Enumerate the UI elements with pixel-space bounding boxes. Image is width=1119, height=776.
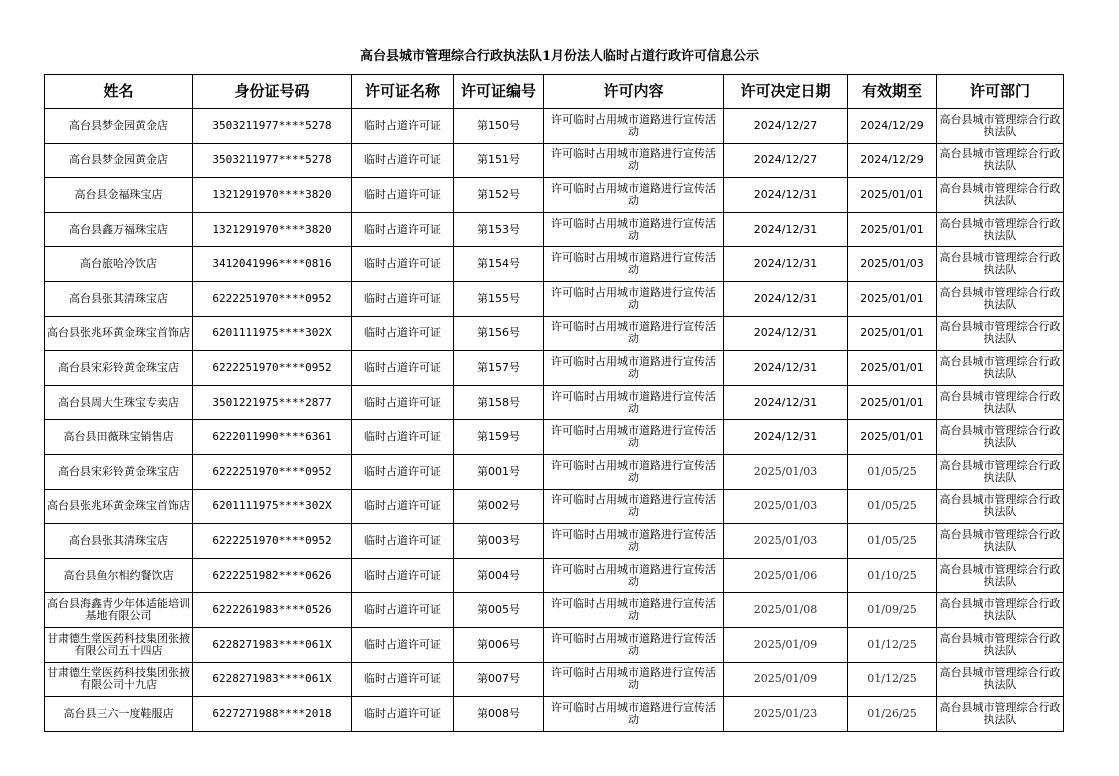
cell-permit-no: 第001号 [454, 454, 544, 489]
cell-name: 高台县张其清珠宝店 [45, 281, 193, 316]
cell-valid-until: 2025/01/01 [848, 351, 937, 386]
cell-name: 高台县海鑫青少年体适能培训基地有限公司 [45, 593, 193, 628]
cell-decision-date: 2025/01/03 [724, 454, 848, 489]
cell-name: 高台县张兆环黄金珠宝首饰店 [45, 489, 193, 524]
cell-id-number: 6201111975****302X [193, 316, 352, 351]
cell-name: 甘肃德生堂医药科技集团张掖有限公司五十四店 [45, 627, 193, 662]
cell-permit-name: 临时占道许可证 [352, 247, 454, 282]
cell-name: 高台旅哈冷饮店 [45, 247, 193, 282]
cell-permit-name: 临时占道许可证 [352, 316, 454, 351]
cell-department: 高台县城市管理综合行政执法队 [937, 454, 1064, 489]
cell-name: 高台县鑫万福珠宝店 [45, 212, 193, 247]
table-row [45, 558, 1064, 593]
header-row [45, 75, 1064, 109]
cell-permit-no: 第158号 [454, 385, 544, 420]
cell-id-number: 6222251970****0952 [193, 454, 352, 489]
cell-valid-until: 2025/01/01 [848, 385, 937, 420]
header-id-number: 身份证号码 [193, 75, 352, 109]
cell-permit-no: 第150号 [454, 109, 544, 144]
cell-department: 高台县城市管理综合行政执法队 [937, 697, 1064, 732]
cell-decision-date: 2024/12/31 [724, 316, 848, 351]
table-row [45, 420, 1064, 455]
cell-permit-name: 临时占道许可证 [352, 109, 454, 144]
table-row [45, 143, 1064, 178]
cell-permit-no: 第152号 [454, 178, 544, 213]
permit-table-body [45, 109, 1064, 732]
cell-decision-date: 2025/01/09 [724, 627, 848, 662]
cell-content: 许可临时占用城市道路进行宣传活动 [544, 489, 724, 524]
cell-id-number: 6222251970****0952 [193, 524, 352, 559]
cell-permit-name: 临时占道许可证 [352, 489, 454, 524]
cell-decision-date: 2025/01/06 [724, 558, 848, 593]
cell-content: 许可临时占用城市道路进行宣传活动 [544, 109, 724, 144]
table-row [45, 316, 1064, 351]
cell-permit-no: 第006号 [454, 627, 544, 662]
table-row [45, 593, 1064, 628]
cell-permit-no: 第005号 [454, 593, 544, 628]
cell-id-number: 6222011990****6361 [193, 420, 352, 455]
cell-content: 许可临时占用城市道路进行宣传活动 [544, 316, 724, 351]
cell-permit-name: 临时占道许可证 [352, 420, 454, 455]
header-permit-no: 许可证编号 [454, 75, 544, 109]
cell-content: 许可临时占用城市道路进行宣传活动 [544, 662, 724, 697]
cell-department: 高台县城市管理综合行政执法队 [937, 351, 1064, 386]
table-row [45, 454, 1064, 489]
cell-name: 高台县三六一度鞋服店 [45, 697, 193, 732]
cell-name: 高台县梦金园黄金店 [45, 109, 193, 144]
cell-content: 许可临时占用城市道路进行宣传活动 [544, 697, 724, 732]
cell-id-number: 6222251970****0952 [193, 351, 352, 386]
table-row [45, 212, 1064, 247]
cell-department: 高台县城市管理综合行政执法队 [937, 489, 1064, 524]
table-row [45, 281, 1064, 316]
cell-name: 高台县金福珠宝店 [45, 178, 193, 213]
cell-permit-no: 第155号 [454, 281, 544, 316]
cell-content: 许可临时占用城市道路进行宣传活动 [544, 593, 724, 628]
cell-content: 许可临时占用城市道路进行宣传活动 [544, 524, 724, 559]
cell-department: 高台县城市管理综合行政执法队 [937, 212, 1064, 247]
cell-decision-date: 2024/12/31 [724, 212, 848, 247]
cell-decision-date: 2025/01/23 [724, 697, 848, 732]
cell-decision-date: 2024/12/31 [724, 281, 848, 316]
cell-valid-until: 01/09/25 [848, 593, 937, 628]
cell-valid-until: 2025/01/01 [848, 420, 937, 455]
header-department: 许可部门 [937, 75, 1064, 109]
cell-valid-until: 2024/12/29 [848, 143, 937, 178]
cell-id-number: 3501221975****2877 [193, 385, 352, 420]
cell-id-number: 3503211977****5278 [193, 143, 352, 178]
cell-permit-no: 第159号 [454, 420, 544, 455]
cell-content: 许可临时占用城市道路进行宣传活动 [544, 212, 724, 247]
cell-id-number: 6222251982****0626 [193, 558, 352, 593]
header-content: 许可内容 [544, 75, 724, 109]
header-valid-until: 有效期至 [848, 75, 937, 109]
cell-permit-name: 临时占道许可证 [352, 281, 454, 316]
cell-permit-no: 第156号 [454, 316, 544, 351]
cell-decision-date: 2025/01/03 [724, 524, 848, 559]
cell-id-number: 1321291970****3820 [193, 212, 352, 247]
header-decision-date: 许可决定日期 [724, 75, 848, 109]
cell-content: 许可临时占用城市道路进行宣传活动 [544, 420, 724, 455]
cell-id-number: 6227271988****2018 [193, 697, 352, 732]
table-row [45, 109, 1064, 144]
cell-content: 许可临时占用城市道路进行宣传活动 [544, 178, 724, 213]
cell-department: 高台县城市管理综合行政执法队 [937, 385, 1064, 420]
cell-name: 高台县宋彩铃黄金珠宝店 [45, 454, 193, 489]
cell-decision-date: 2025/01/09 [724, 662, 848, 697]
cell-content: 许可临时占用城市道路进行宣传活动 [544, 385, 724, 420]
cell-department: 高台县城市管理综合行政执法队 [937, 558, 1064, 593]
cell-decision-date: 2024/12/31 [724, 420, 848, 455]
cell-permit-no: 第157号 [454, 351, 544, 386]
table-row [45, 627, 1064, 662]
cell-department: 高台县城市管理综合行政执法队 [937, 316, 1064, 351]
cell-valid-until: 01/12/25 [848, 627, 937, 662]
cell-name: 高台县张其清珠宝店 [45, 524, 193, 559]
cell-department: 高台县城市管理综合行政执法队 [937, 247, 1064, 282]
cell-id-number: 3412041996****0816 [193, 247, 352, 282]
cell-permit-name: 临时占道许可证 [352, 524, 454, 559]
cell-name: 高台县田薇珠宝销售店 [45, 420, 193, 455]
cell-department: 高台县城市管理综合行政执法队 [937, 662, 1064, 697]
cell-permit-name: 临时占道许可证 [352, 385, 454, 420]
cell-valid-until: 2025/01/03 [848, 247, 937, 282]
cell-decision-date: 2024/12/27 [724, 109, 848, 144]
cell-decision-date: 2024/12/31 [724, 385, 848, 420]
cell-valid-until: 01/10/25 [848, 558, 937, 593]
cell-permit-no: 第007号 [454, 662, 544, 697]
cell-permit-no: 第003号 [454, 524, 544, 559]
cell-decision-date: 2025/01/08 [724, 593, 848, 628]
cell-content: 许可临时占用城市道路进行宣传活动 [544, 454, 724, 489]
cell-content: 许可临时占用城市道路进行宣传活动 [544, 247, 724, 282]
cell-name: 高台县张兆环黄金珠宝首饰店 [45, 316, 193, 351]
cell-content: 许可临时占用城市道路进行宣传活动 [544, 143, 724, 178]
cell-name: 高台县鱼尔相约餐饮店 [45, 558, 193, 593]
cell-permit-name: 临时占道许可证 [352, 627, 454, 662]
cell-permit-no: 第153号 [454, 212, 544, 247]
cell-permit-name: 临时占道许可证 [352, 697, 454, 732]
cell-content: 许可临时占用城市道路进行宣传活动 [544, 558, 724, 593]
cell-valid-until: 2024/12/29 [848, 109, 937, 144]
cell-name: 高台县周大生珠宝专卖店 [45, 385, 193, 420]
cell-id-number: 1321291970****3820 [193, 178, 352, 213]
table-row [45, 489, 1064, 524]
table-row [45, 697, 1064, 732]
cell-department: 高台县城市管理综合行政执法队 [937, 109, 1064, 144]
cell-decision-date: 2024/12/31 [724, 247, 848, 282]
cell-id-number: 6222261983****0526 [193, 593, 352, 628]
cell-permit-no: 第154号 [454, 247, 544, 282]
cell-department: 高台县城市管理综合行政执法队 [937, 420, 1064, 455]
cell-permit-name: 临时占道许可证 [352, 212, 454, 247]
cell-permit-no: 第008号 [454, 697, 544, 732]
cell-permit-name: 临时占道许可证 [352, 662, 454, 697]
document-title: 高台县城市管理综合行政执法队1月份法人临时占道行政许可信息公示 [359, 49, 760, 64]
cell-valid-until: 01/05/25 [848, 524, 937, 559]
table-row [45, 178, 1064, 213]
cell-department: 高台县城市管理综合行政执法队 [937, 627, 1064, 662]
cell-permit-name: 临时占道许可证 [352, 351, 454, 386]
cell-permit-name: 临时占道许可证 [352, 454, 454, 489]
cell-valid-until: 2025/01/01 [848, 178, 937, 213]
cell-permit-name: 临时占道许可证 [352, 143, 454, 178]
cell-decision-date: 2024/12/31 [724, 351, 848, 386]
cell-valid-until: 2025/01/01 [848, 281, 937, 316]
cell-permit-name: 临时占道许可证 [352, 593, 454, 628]
cell-id-number: 6201111975****302X [193, 489, 352, 524]
cell-decision-date: 2024/12/31 [724, 178, 848, 213]
cell-valid-until: 01/12/25 [848, 662, 937, 697]
cell-content: 许可临时占用城市道路进行宣传活动 [544, 281, 724, 316]
cell-department: 高台县城市管理综合行政执法队 [937, 281, 1064, 316]
cell-decision-date: 2025/01/03 [724, 489, 848, 524]
cell-content: 许可临时占用城市道路进行宣传活动 [544, 351, 724, 386]
permit-table [44, 74, 1064, 732]
cell-valid-until: 01/05/25 [848, 489, 937, 524]
cell-id-number: 6228271983****061X [193, 662, 352, 697]
cell-valid-until: 01/26/25 [848, 697, 937, 732]
table-row [45, 385, 1064, 420]
cell-id-number: 6222251970****0952 [193, 281, 352, 316]
cell-department: 高台县城市管理综合行政执法队 [937, 143, 1064, 178]
cell-permit-name: 临时占道许可证 [352, 178, 454, 213]
cell-permit-no: 第002号 [454, 489, 544, 524]
table-row [45, 662, 1064, 697]
cell-name: 高台县宋彩铃黄金珠宝店 [45, 351, 193, 386]
cell-department: 高台县城市管理综合行政执法队 [937, 178, 1064, 213]
cell-decision-date: 2024/12/27 [724, 143, 848, 178]
cell-id-number: 6228271983****061X [193, 627, 352, 662]
cell-valid-until: 2025/01/01 [848, 316, 937, 351]
cell-permit-no: 第151号 [454, 143, 544, 178]
cell-name: 高台县梦金园黄金店 [45, 143, 193, 178]
cell-id-number: 3503211977****5278 [193, 109, 352, 144]
cell-permit-name: 临时占道许可证 [352, 558, 454, 593]
cell-valid-until: 2025/01/01 [848, 212, 937, 247]
cell-name: 甘肃德生堂医药科技集团张掖有限公司十九店 [45, 662, 193, 697]
cell-content: 许可临时占用城市道路进行宣传活动 [544, 627, 724, 662]
cell-valid-until: 01/05/25 [848, 454, 937, 489]
header-permit-name: 许可证名称 [352, 75, 454, 109]
cell-permit-no: 第004号 [454, 558, 544, 593]
cell-department: 高台县城市管理综合行政执法队 [937, 524, 1064, 559]
header-name: 姓名 [45, 75, 193, 109]
table-row [45, 524, 1064, 559]
table-row [45, 247, 1064, 282]
table-row [45, 351, 1064, 386]
cell-department: 高台县城市管理综合行政执法队 [937, 593, 1064, 628]
